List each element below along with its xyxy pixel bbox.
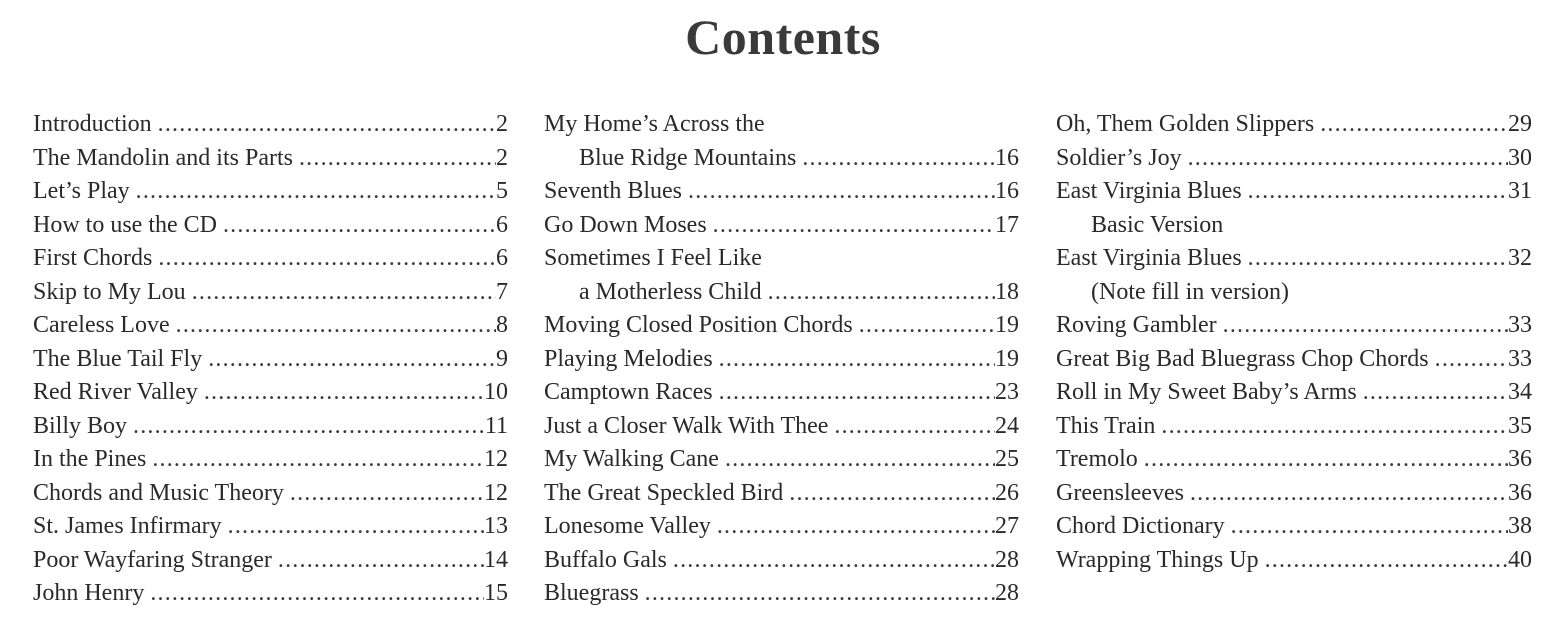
dot-leader bbox=[711, 510, 995, 544]
toc-entry bbox=[33, 343, 508, 377]
toc-entry-page: 23 bbox=[995, 379, 1019, 405]
toc-entry bbox=[33, 209, 508, 243]
toc-entry-page: 19 bbox=[995, 345, 1019, 372]
dot-leader bbox=[152, 108, 496, 142]
dot-leader bbox=[127, 410, 485, 444]
toc-entry bbox=[544, 410, 1019, 444]
toc-entry-line bbox=[544, 477, 1019, 511]
toc-entry-page: 25 bbox=[995, 446, 1019, 472]
dot-leader bbox=[1155, 410, 1508, 444]
dot-leader bbox=[1138, 443, 1508, 477]
toc-entry-page: 6 bbox=[496, 211, 508, 238]
toc-entry-page: 16 bbox=[995, 144, 1019, 171]
toc-entry bbox=[544, 209, 1019, 243]
toc-entry-line bbox=[33, 242, 508, 276]
toc-entry bbox=[1056, 410, 1532, 444]
dot-leader bbox=[682, 175, 995, 209]
toc-entry-line bbox=[1056, 477, 1532, 511]
toc-entry-title: Let’s Play bbox=[33, 178, 130, 204]
dot-leader bbox=[719, 443, 995, 477]
toc-entry-title: How to use the CD bbox=[33, 211, 217, 238]
dot-leader bbox=[1184, 477, 1508, 511]
toc-entry-page: 18 bbox=[995, 278, 1019, 305]
toc-entry-line bbox=[33, 477, 508, 511]
toc-entry bbox=[1056, 175, 1532, 209]
toc-entry bbox=[1056, 544, 1532, 578]
toc-entry-page: 15 bbox=[484, 580, 508, 606]
toc-entry-line bbox=[544, 142, 1019, 176]
toc-entry-line bbox=[544, 343, 1019, 377]
dot-leader bbox=[828, 410, 995, 444]
toc-entry-page: 13 bbox=[484, 513, 508, 539]
toc-entry bbox=[33, 443, 508, 477]
dot-leader bbox=[186, 276, 496, 310]
toc-entry bbox=[33, 108, 508, 142]
toc-entry-page: 17 bbox=[995, 211, 1019, 238]
dot-leader bbox=[293, 142, 496, 176]
toc-entry-title: The Mandolin and its Parts bbox=[33, 144, 293, 171]
toc-entry-line bbox=[1056, 309, 1532, 343]
toc-entry-page: 9 bbox=[496, 345, 508, 372]
toc-entry-page: 35 bbox=[1508, 412, 1532, 439]
toc-column-3 bbox=[1056, 108, 1532, 577]
toc-entry-page: 2 bbox=[496, 111, 508, 137]
toc-entry-line bbox=[33, 108, 508, 142]
toc-entry bbox=[33, 544, 508, 578]
toc-entry-title-continuation: Blue Ridge Mountains bbox=[579, 144, 797, 171]
toc-entry-line bbox=[1056, 108, 1532, 142]
toc-entry bbox=[544, 510, 1019, 544]
toc-entry-title: The Great Speckled Bird bbox=[544, 479, 784, 506]
toc-entry-line bbox=[33, 309, 508, 343]
toc-entry-title: Roll in My Sweet Baby’s Arms bbox=[1056, 379, 1357, 405]
toc-entry bbox=[33, 309, 508, 343]
toc-entry-line bbox=[33, 343, 508, 377]
toc-entry-title: Oh, Them Golden Slippers bbox=[1056, 111, 1315, 137]
toc-entry-line bbox=[544, 276, 1019, 310]
dot-leader bbox=[1357, 376, 1508, 410]
toc-entry-line bbox=[1056, 443, 1532, 477]
dot-leader bbox=[1225, 510, 1508, 544]
toc-entry-title: Just a Closer Walk With Thee bbox=[544, 412, 829, 439]
toc-entry-line bbox=[1056, 242, 1532, 276]
toc-entry-page: 6 bbox=[496, 245, 508, 271]
dot-leader bbox=[1429, 343, 1508, 377]
toc-entry-title: First Chords bbox=[33, 245, 153, 271]
toc-entry-title: St. James Infirmary bbox=[33, 513, 222, 539]
toc-column-2 bbox=[544, 108, 1019, 611]
dot-leader bbox=[1242, 175, 1508, 209]
toc-entry-line bbox=[33, 510, 508, 544]
dot-leader bbox=[284, 477, 484, 511]
toc-entry bbox=[33, 142, 508, 176]
toc-entry-subtitle: Basic Version bbox=[1091, 211, 1224, 238]
toc-entry-page: 33 bbox=[1508, 345, 1532, 372]
toc-entry-title: Moving Closed Position Chords bbox=[544, 312, 853, 338]
toc-entry-line bbox=[33, 376, 508, 410]
dot-leader bbox=[170, 309, 496, 343]
page-title: Contents bbox=[685, 9, 881, 65]
dot-leader bbox=[853, 309, 995, 343]
toc-entry-line bbox=[33, 577, 508, 611]
toc-entry-page: 19 bbox=[995, 312, 1019, 338]
toc-entry-line bbox=[33, 410, 508, 444]
dot-leader bbox=[713, 376, 995, 410]
toc-entry-page: 2 bbox=[496, 144, 508, 171]
toc-entry-line bbox=[1056, 544, 1532, 578]
toc-entry-line bbox=[33, 209, 508, 243]
toc-entry-line bbox=[544, 410, 1019, 444]
toc-entry-page: 14 bbox=[484, 546, 508, 573]
toc-entry-title: East Virginia Blues bbox=[1056, 245, 1242, 271]
dot-leader bbox=[1217, 309, 1508, 343]
toc-entry bbox=[1056, 108, 1532, 142]
toc-entry-page: 27 bbox=[995, 513, 1019, 539]
toc-entry-title: Greensleeves bbox=[1056, 479, 1184, 506]
toc-entry bbox=[1056, 443, 1532, 477]
toc-entry-title: John Henry bbox=[33, 580, 145, 606]
toc-entry-title: Great Big Bad Bluegrass Chop Chords bbox=[1056, 345, 1429, 372]
toc-entry bbox=[33, 477, 508, 511]
dot-leader bbox=[1182, 142, 1508, 176]
toc-entry bbox=[1056, 142, 1532, 176]
dot-leader bbox=[667, 544, 995, 578]
dot-leader bbox=[707, 209, 995, 243]
toc-entry-line bbox=[1056, 410, 1532, 444]
toc-entry-line bbox=[544, 577, 1019, 611]
toc-entry-title: Lonesome Valley bbox=[544, 513, 711, 539]
toc-entry-page: 8 bbox=[496, 312, 508, 338]
toc-entry-title: Sometimes I Feel Like bbox=[544, 245, 762, 271]
toc-entry-line bbox=[1056, 175, 1532, 209]
toc-entry-title: Buffalo Gals bbox=[544, 546, 667, 573]
toc-entry-page: 28 bbox=[995, 546, 1019, 573]
toc-entry-page: 34 bbox=[1508, 379, 1532, 405]
toc-column-1 bbox=[33, 108, 508, 611]
toc-entry-title: Playing Melodies bbox=[544, 345, 713, 372]
toc-entry-page: 33 bbox=[1508, 312, 1532, 338]
toc-entry bbox=[544, 108, 1019, 175]
toc-entry bbox=[33, 410, 508, 444]
toc-entry-line bbox=[544, 175, 1019, 209]
toc-entry-subtitle: (Note fill in version) bbox=[1091, 278, 1289, 305]
toc-entry-page: 28 bbox=[995, 580, 1019, 606]
toc-entry-line bbox=[544, 510, 1019, 544]
toc-entry-title-continuation: a Motherless Child bbox=[579, 278, 762, 305]
toc-entry bbox=[544, 544, 1019, 578]
toc-entry bbox=[1056, 510, 1532, 544]
toc-entry bbox=[544, 309, 1019, 343]
toc-entry bbox=[33, 376, 508, 410]
toc-entry-page: 36 bbox=[1508, 479, 1532, 506]
toc-entry-line bbox=[1056, 510, 1532, 544]
toc-entry-page: 5 bbox=[496, 178, 508, 204]
toc-entry-title: Go Down Moses bbox=[544, 211, 707, 238]
toc-entry-line bbox=[544, 376, 1019, 410]
toc-entry-title: Roving Gambler bbox=[1056, 312, 1217, 338]
toc-entry bbox=[544, 477, 1019, 511]
toc-entry-page: 36 bbox=[1508, 446, 1532, 472]
dot-leader bbox=[202, 343, 496, 377]
dot-leader bbox=[217, 209, 496, 243]
toc-entry bbox=[1056, 477, 1532, 511]
toc-entry-title: Bluegrass bbox=[544, 580, 639, 606]
toc-entry-title: East Virginia Blues bbox=[1056, 178, 1242, 204]
toc-entry-title: My Home’s Across the bbox=[544, 111, 765, 137]
toc-entry-line bbox=[544, 443, 1019, 477]
toc-entry-line bbox=[1056, 142, 1532, 176]
toc-entry bbox=[544, 443, 1019, 477]
toc-entry-title: In the Pines bbox=[33, 446, 147, 472]
toc-entry-title: Tremolo bbox=[1056, 446, 1138, 472]
toc-entry bbox=[33, 242, 508, 276]
dot-leader bbox=[198, 376, 484, 410]
toc-entry-line bbox=[33, 544, 508, 578]
toc-entry bbox=[1056, 343, 1532, 377]
toc-entry-page: 11 bbox=[484, 412, 508, 439]
dot-leader bbox=[783, 477, 995, 511]
toc-entry bbox=[33, 510, 508, 544]
toc-entry bbox=[1056, 242, 1532, 276]
toc-entry-title: Wrapping Things Up bbox=[1056, 546, 1259, 573]
toc-entry-line bbox=[33, 443, 508, 477]
toc-entry bbox=[544, 175, 1019, 209]
dot-leader bbox=[146, 443, 484, 477]
toc-entry-title: This Train bbox=[1056, 412, 1156, 439]
toc-entry-title: The Blue Tail Fly bbox=[33, 345, 203, 372]
toc-entry-page: 38 bbox=[1508, 513, 1532, 539]
dot-leader bbox=[222, 510, 484, 544]
toc-entry-title: Introduction bbox=[33, 111, 152, 137]
toc-entry-line bbox=[33, 175, 508, 209]
toc-entry-title: Billy Boy bbox=[33, 412, 128, 439]
toc-entry-title: Careless Love bbox=[33, 312, 170, 338]
toc-entry bbox=[33, 577, 508, 611]
toc-entry bbox=[33, 175, 508, 209]
toc-entry-line bbox=[1056, 343, 1532, 377]
toc-entry-title: Poor Wayfaring Stranger bbox=[33, 546, 272, 573]
toc-entry-page: 10 bbox=[484, 379, 508, 405]
dot-leader bbox=[713, 343, 995, 377]
toc-entry-title: Chords and Music Theory bbox=[33, 479, 284, 506]
toc-entry bbox=[1056, 309, 1532, 343]
toc-entry bbox=[544, 343, 1019, 377]
dot-leader bbox=[130, 175, 496, 209]
toc-entry bbox=[544, 242, 1019, 309]
toc-entry-title: My Walking Cane bbox=[544, 446, 719, 472]
toc-entry bbox=[1056, 376, 1532, 410]
toc-entry-page: 29 bbox=[1508, 111, 1532, 137]
toc-entry-page: 40 bbox=[1508, 546, 1532, 573]
toc-entry-page: 12 bbox=[484, 479, 508, 506]
toc-entry-page: 16 bbox=[995, 178, 1019, 204]
toc-entry-title: Seventh Blues bbox=[544, 178, 682, 204]
toc-entry-page: 31 bbox=[1508, 178, 1532, 204]
toc-entry-line bbox=[1056, 376, 1532, 410]
toc-entry-line bbox=[544, 544, 1019, 578]
dot-leader bbox=[144, 577, 484, 611]
toc-entry bbox=[544, 577, 1019, 611]
toc-entry-page: 30 bbox=[1508, 144, 1532, 171]
toc-entry-title: Soldier’s Joy bbox=[1056, 144, 1182, 171]
toc-entry-line bbox=[33, 276, 508, 310]
toc-entry-title: Chord Dictionary bbox=[1056, 513, 1225, 539]
toc-entry bbox=[33, 276, 508, 310]
toc-entry-page: 24 bbox=[995, 412, 1019, 439]
dot-leader bbox=[796, 142, 995, 176]
dot-leader bbox=[272, 544, 484, 578]
toc-entry-title: Camptown Races bbox=[544, 379, 713, 405]
toc-entry-title: Skip to My Lou bbox=[33, 278, 186, 305]
toc-entry-line bbox=[544, 309, 1019, 343]
toc-entry-page: 26 bbox=[995, 479, 1019, 506]
dot-leader bbox=[152, 242, 496, 276]
toc-entry bbox=[544, 376, 1019, 410]
toc-entry-page: 7 bbox=[496, 278, 508, 305]
toc-entry-page: 12 bbox=[484, 446, 508, 472]
dot-leader bbox=[1242, 242, 1508, 276]
dot-leader bbox=[762, 276, 995, 310]
toc-entry-line bbox=[544, 209, 1019, 243]
toc-entry-page: 32 bbox=[1508, 245, 1532, 271]
dot-leader bbox=[639, 577, 995, 611]
toc-entry-title: Red River Valley bbox=[33, 379, 198, 405]
dot-leader bbox=[1259, 544, 1508, 578]
dot-leader bbox=[1314, 108, 1508, 142]
toc-entry-line bbox=[33, 142, 508, 176]
